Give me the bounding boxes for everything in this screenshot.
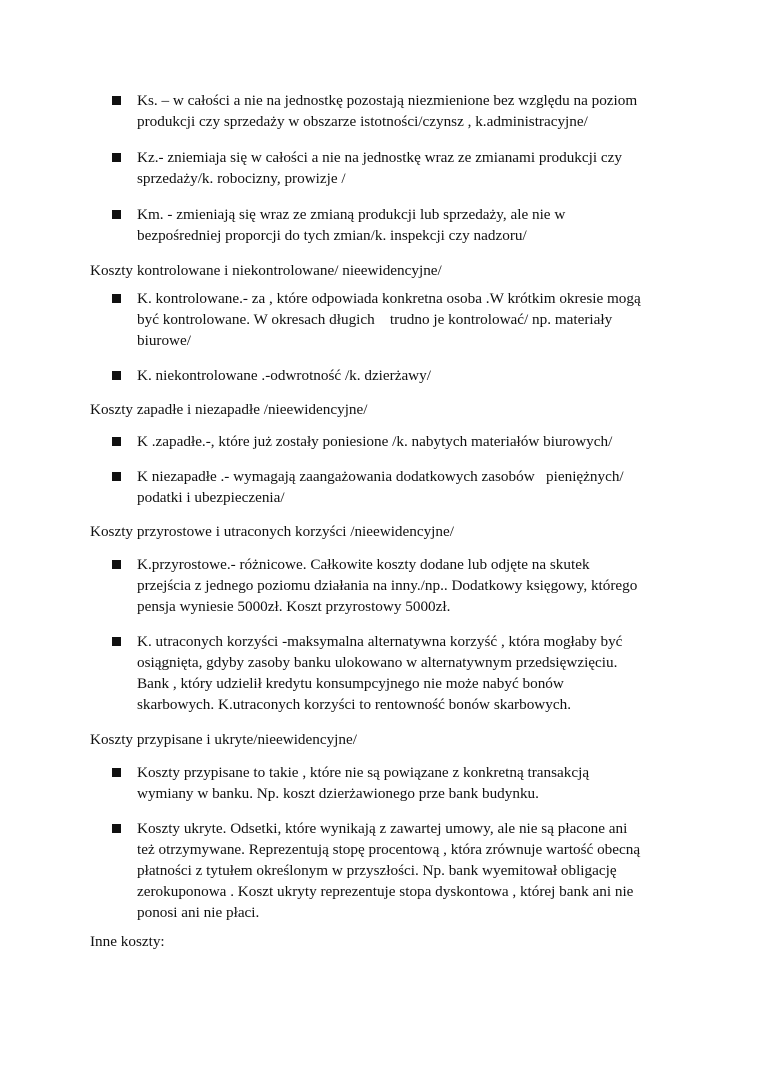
list-item-line: zerokuponowa . Koszt ukryty reprezentuje stopa dyskontowa , której bank ani nie — [137, 883, 634, 900]
list-item-line: K.przyrostowe.- różnicowe. Całkowite koszty dodane lub odjęte na skutek — [137, 556, 590, 573]
list-item-line: Koszty ukryte. Odsetki, które wynikają z zawartej umowy, ale nie są płacone ani — [137, 820, 628, 837]
bullet-square-icon — [112, 437, 121, 446]
bullet-square-icon — [112, 768, 121, 777]
bullet-square-icon — [112, 560, 121, 569]
list-item-line: bezpośredniej proporcji do tych zmian/k. inspekcji czy nadzoru/ — [137, 227, 527, 244]
list-item-line: być kontrolowane. W okresach długich trudno je kontrolować/ np. materiały — [137, 311, 613, 328]
list-item-line: K. kontrolowane.- za , które odpowiada konkretna osoba .W krótkim okresie mogą — [137, 290, 641, 307]
list-item-line: sprzedaży/k. robocizny, prowizje / — [137, 170, 346, 187]
bullet-square-icon — [112, 824, 121, 833]
bullet-square-icon — [112, 371, 121, 380]
list-item-line: wymiany w banku. Np. koszt dzierżawionego prze bank budynku. — [137, 785, 539, 802]
list-item-line: K. utraconych korzyści -maksymalna alternatywna korzyść , która mogłaby być — [137, 633, 623, 650]
bullet-square-icon — [112, 96, 121, 105]
list-item-line: Koszty przypisane to takie , które nie są powiązane z konkretną transakcją — [137, 764, 590, 781]
list-item-line: biurowe/ — [137, 332, 191, 349]
list-item-line: K .zapadłe.-, które już zostały poniesione /k. nabytych materiałów biurowych/ — [137, 433, 613, 450]
bullet-square-icon — [112, 637, 121, 646]
section-heading: Koszty zapadłe i niezapadłe /nieewidencyjne/ — [90, 401, 368, 418]
list-item-line: Km. - zmieniają się wraz ze zmianą produkcji lub sprzedaży, ale nie w — [137, 206, 566, 223]
list-item-line: Ks. – w całości a nie na jednostkę pozostają niezmienione bez względu na poziom — [137, 92, 638, 109]
section-heading: Koszty przyrostowe i utraconych korzyści /nieewidencyjne/ — [90, 523, 454, 540]
section-heading: Koszty przypisane i ukryte/nieewidencyjne/ — [90, 731, 357, 748]
section-heading: Koszty kontrolowane i niekontrolowane/ nieewidencyjne/ — [90, 262, 442, 279]
list-item-line: skarbowych. K.utraconych korzyści to rentowność bonów skarbowych. — [137, 696, 572, 713]
list-item-line: osiągnięta, gdyby zasoby banku ulokowano w alternatywnym przedsięwzięciu. — [137, 654, 618, 671]
bullet-square-icon — [112, 210, 121, 219]
bullet-square-icon — [112, 472, 121, 481]
list-item-line: K. niekontrolowane .-odwrotność /k. dzierżawy/ — [137, 367, 431, 384]
bullet-square-icon — [112, 153, 121, 162]
list-item-line: płatności z tytułem określonym w przyszłości. Np. bank wyemitował obligację — [137, 862, 617, 879]
list-item-line: K niezapadłe .- wymagają zaangażowania dodatkowych zasobów pieniężnych/ — [137, 468, 624, 485]
list-item-line: też otrzymywane. Reprezentują stopę procentową , która zrównuje wartość obecną — [137, 841, 641, 858]
list-item-line: Kz.- zniemiaja się w całości a nie na jednostkę wraz ze zmianami produkcji czy — [137, 149, 622, 166]
list-item-line: przejścia z jednego poziomu działania na inny./np.. Dodatkowy księgowy, którego — [137, 577, 638, 594]
list-item-line: pensja wyniesie 5000zł. Koszt przyrostowy 5000zł. — [137, 598, 451, 615]
list-item-line: produkcji czy sprzedaży w obszarze istotności/czynsz , k.administracyjne/ — [137, 113, 588, 130]
list-item-line: podatki i ubezpieczenia/ — [137, 489, 285, 506]
bullet-square-icon — [112, 294, 121, 303]
section-heading: Inne koszty: — [90, 933, 165, 950]
list-item-line: ponosi ani nie płaci. — [137, 904, 260, 921]
list-item-line: Bank , który udzielił kredytu konsumpcyjnego nie może nabyć bonów — [137, 675, 564, 692]
